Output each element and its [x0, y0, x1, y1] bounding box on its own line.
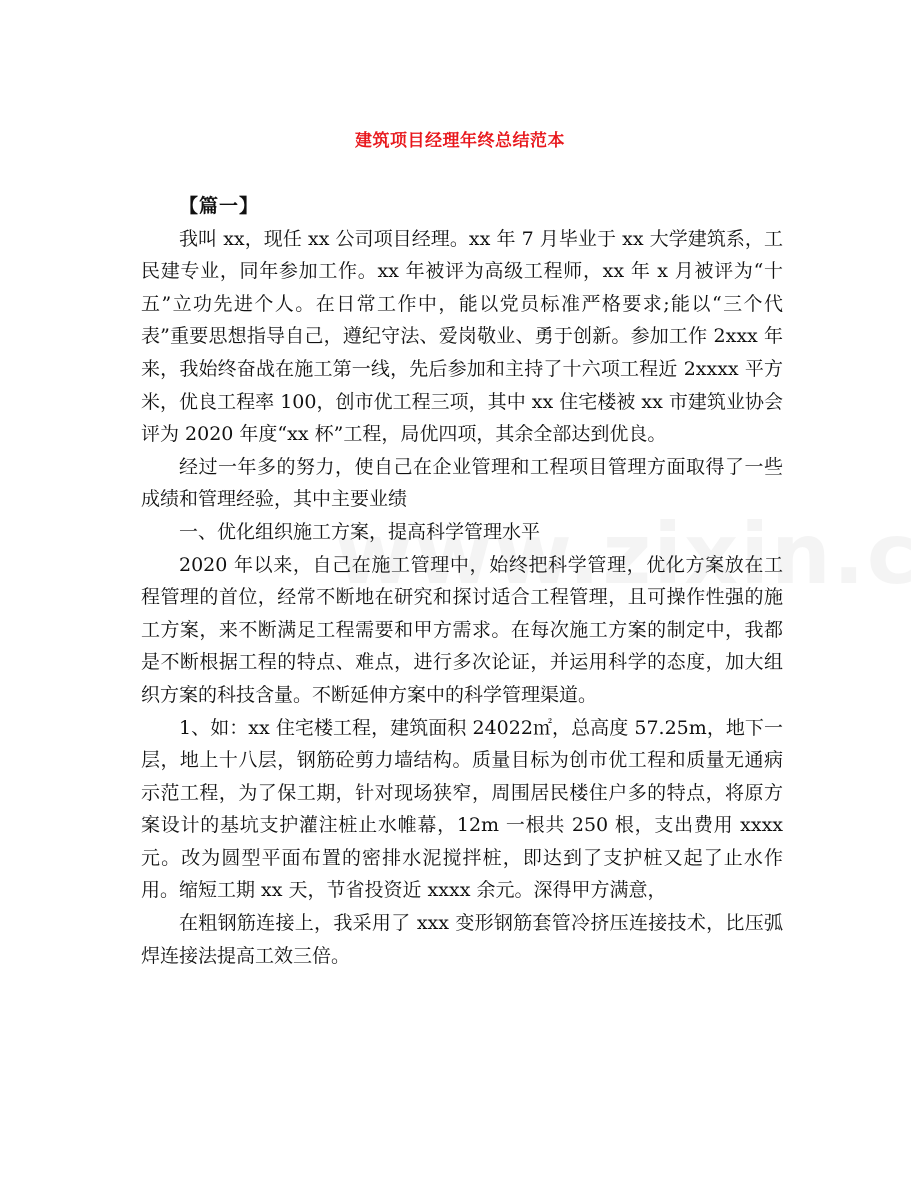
paragraph-management: 2020 年以来，自己在施工管理中，始终把科学管理，优化方案放在工程管理的首位，经常不断地在研究和探讨适合工程管理，且可操作性强的施工方案，来不断满足工程需要和甲方需求。在每次施工方案的制定中，我都是不断根据工程的特点、难点，进行多次论证，并运用科学的态度，加大组织方案的科技含量。不断延伸方案中的科学管理渠道。: [141, 553, 783, 706]
paragraph-subheading: 一、优化组织施工方案，提高科学管理水平: [179, 520, 541, 543]
document-title: 建筑项目经理年终总结范本: [355, 131, 565, 151]
paragraph-example-1: 1、如：xx 住宅楼工程，建筑面积 24022㎡，总高度 57.25m，地下一层，地上十八层，钢筋砼剪力墙结构。质量目标为创市优工程和质量无通病示范工程，为了保工期，针对现场狭窄，周围居民楼住户多的特点，将原方案设计的基坑支护灌注桩止水帷幕，12m 一根共 250 根，支出费用 xxxx 元。改为圆型平面布置的密排水泥搅拌桩，即达到了支护桩又起了止水作用。缩短工期 xx 天，节省投资近 xxxx 余元。深得甲方满意，: [141, 716, 783, 902]
paragraph-rebar: 在粗钢筋连接上，我采用了 xxx 变形钢筋套管冷挤压连接技术，比压弧焊连接法提高工效三倍。: [141, 912, 783, 967]
paragraph-achievements: 经过一年多的努力，使自己在企业管理和工程项目管理方面取得了一些成绩和管理经验，其中主要业绩: [141, 455, 783, 511]
section-heading: 【篇一】: [179, 195, 260, 217]
paragraph-intro: 我叫 xx，现任 xx 公司项目经理。xx 年 7 月毕业于 xx 大学建筑系，工民建专业，同年参加工作。xx 年被评为高级工程师，xx 年 x 月被评为“十五”立功先进个人。在日常工作中，能以党员标准严格要求;能以“三个代表”重要思想指导自己，遵纪守法、爱岗敬业、勇于创新。参加工作 2xxx 年来，我始终奋战在施工第一线，先后参加和主持了十六项工程近 2xxxx 平方米，优良工程率 100，创市优工程三项，其中 xx 住宅楼被 xx 市建筑业协会评为 2020 年度“xx 杯”工程，局优四项，其余全部达到优良。: [141, 227, 783, 446]
document-body: [141, 190, 783, 972]
